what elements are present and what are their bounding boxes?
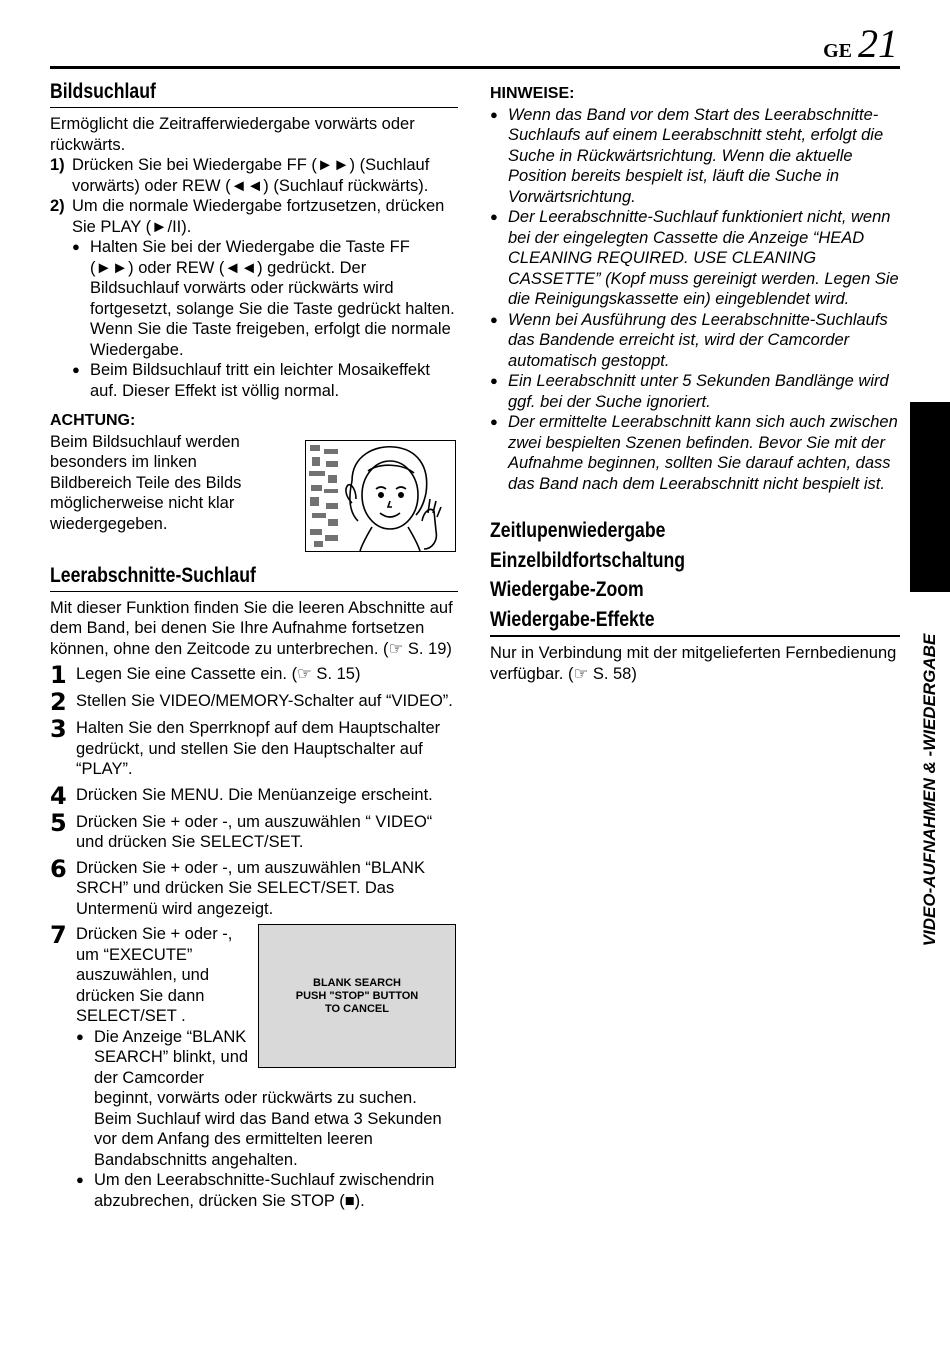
list-text: Um die normale Wiedergabe fortzusetzen, drücken Sie PLAY (►/II). <box>72 197 445 236</box>
list-number: 1) <box>50 156 65 174</box>
bullet-icon: ● <box>490 209 498 224</box>
step-number: 6 <box>50 854 67 883</box>
side-tab-label: VIDEO-AUFNAHMEN & -WIEDERGABE <box>920 633 939 947</box>
step-item <box>50 688 458 716</box>
bullet-item <box>76 1170 458 1211</box>
list-item <box>50 155 458 196</box>
step-number: 5 <box>50 808 67 837</box>
step-item <box>50 781 458 810</box>
list-text: Drücken Sie bei Wiedergabe FF (►►) (Suchlauf vorwärts) oder REW (◄◄) (Suchlauf rückwärts). <box>72 156 430 195</box>
note-text: Wenn das Band vor dem Start des Leerabschnitte-Suchlaufs auf einem Leerabschnitt steht, erfolgt die Suche in Rückwärtsrichtung. Wenn die aktuelle Position bereits bespielt ist, läuft die Suche in Vorwärtsrichtung. <box>508 105 884 206</box>
bullet-icon: ● <box>490 373 498 388</box>
step-text: Halten Sie den Sperrknopf auf dem Hauptschalter gedrückt, und stellen Sie den Hauptschalter auf “PLAY”. <box>76 719 441 778</box>
bullet-item <box>72 237 458 360</box>
bullet-item <box>72 360 458 401</box>
section-title-leerabschnitte: Leerabschnitte-Suchlauf <box>50 563 256 587</box>
bullet-icon: ● <box>72 239 80 254</box>
bullet-group <box>50 237 458 401</box>
lcd-line: BLANK SEARCH <box>313 976 401 989</box>
step-item <box>50 661 458 689</box>
multi-section-heading <box>490 516 900 634</box>
caution-block <box>50 432 458 554</box>
bullet-text: Halten Sie bei der Wiedergabe die Taste FF (►►) oder REW (◄◄) gedrückt. Der Bildsuchlauf vorwärts oder rückwärts wird fortgesetzt, solange Sie die Taste gedrückt halten. Wenn Sie die Taste freigeben, erfolgt die normale Wiedergabe. <box>90 238 455 359</box>
step-text: Drücken Sie MENU. Die Menüanzeige erscheint. <box>76 785 433 804</box>
section-rule <box>490 635 900 637</box>
section-title-bildsuchlauf: Bildsuchlauf <box>50 80 156 103</box>
note-item <box>490 412 900 494</box>
bullet-icon: ● <box>76 1172 84 1187</box>
step-text: Stellen Sie VIDEO/MEMORY-Schalter auf “VIDEO”. <box>76 692 453 710</box>
note-item <box>490 207 900 310</box>
girl-with-mosaic-illustration <box>306 441 455 551</box>
lcd-screen-display <box>258 924 456 1068</box>
note-item <box>490 310 900 372</box>
note-text: Der Leerabschnitte-Suchlauf funktioniert nicht, wenn bei der eingelegten Cassette die Anzeige “HEAD CLEANING REQUIRED. USE CLEANING CASSETTE” (Kopf muss gereinigt werden. Legen Sie die Reinigungskassette ein) eingeblendet wird. <box>508 208 899 308</box>
step-7-block <box>50 921 458 1211</box>
step-item <box>50 808 458 853</box>
page-header <box>823 21 898 66</box>
section-title-zeitlupe: Zeitlupenwiedergabe <box>490 519 666 542</box>
list-number: 2) <box>50 197 65 215</box>
mosaic-illustration <box>305 440 456 552</box>
language-code: GE <box>823 40 852 62</box>
step-item <box>50 854 458 920</box>
note-text: Ein Leerabschnitt unter 5 Sekunden Bandlänge wird ggf. bei der Suche ignoriert. <box>508 372 889 411</box>
step-text: Drücken Sie + oder -, um auszuwählen “ VIDEO“ und drücken Sie SELECT/SET. <box>76 812 433 851</box>
section-title-einzelbild: Einzelbildfortschaltung <box>490 548 686 572</box>
top-rule <box>50 66 900 69</box>
bullet-icon: ● <box>76 1028 84 1044</box>
step-number: 3 <box>50 715 67 743</box>
step-text: Drücken Sie + oder -, um auszuwählen “BLANK SRCH” und drücken Sie SELECT/SET. Das Untermenü wird angezeigt. <box>76 858 425 918</box>
caution-text: Beim Bildsuchlauf werden besonders im linken Bildbereich Teile des Bilds möglicherweise nicht klar wiedergegeben. <box>50 432 242 533</box>
note-text: Der ermittelte Leerabschnitt kann sich auch zwischen zwei bespielten Szenen befinden. Bevor Sie mit der Aufnahme beginnen, sollten Sie darauf achten, dass das Band nach dem Leerabschnitt nicht bespielt ist. <box>508 413 898 493</box>
notes-list <box>490 105 900 495</box>
bullet-icon: ● <box>490 311 498 327</box>
bullet-icon: ● <box>490 106 498 122</box>
section-title-effekte: Wiedergabe-Effekte <box>490 607 655 631</box>
step-number: 2 <box>50 688 67 716</box>
note-item <box>490 371 900 412</box>
step-text: Drücken Sie + oder -, um “EXECUTE” auszuwählen, und drücken Sie dann SELECT/SET . <box>76 925 233 1025</box>
step-number: 1 <box>50 661 67 689</box>
step-item <box>50 715 458 780</box>
bullet-text-content: Die Anzeige “BLANK SEARCH” blinkt, und der Camcorder beginnt, vorwärts oder rückwärts zu suchen. Beim Suchlauf wird das Band etwa 3 Sekunden vor dem Anfang des ermittelten leeren Bandabschnitts angehalten. <box>94 1027 442 1169</box>
lcd-line: PUSH "STOP" BUTTON <box>295 989 419 1002</box>
side-tab-marker <box>910 402 950 592</box>
left-column <box>50 78 458 1211</box>
lcd-line: TO CANCEL <box>325 1002 389 1015</box>
section-rule <box>50 591 458 592</box>
step-number: 4 <box>50 781 67 810</box>
caution-title: ACHTUNG: <box>50 412 136 429</box>
note-item <box>490 105 900 208</box>
note-text: Wenn bei Ausführung des Leerabschnitte-Suchlaufs das Bandende erreicht ist, wird der Camcorder automatisch gestoppt. <box>508 310 888 370</box>
list-item <box>50 196 458 237</box>
section-rule <box>50 107 458 108</box>
step-text: Legen Sie eine Cassette ein. (☞ S. 15) <box>76 665 361 683</box>
bullet-icon: ● <box>490 414 498 429</box>
page-number: 21 <box>858 21 898 66</box>
right-column <box>490 78 900 684</box>
bullet-text: Um den Leerabschnitte-Suchlauf zwischendrin abzubrechen, drücken Sie STOP (■). <box>94 1171 435 1210</box>
section-title-zoom: Wiedergabe-Zoom <box>490 578 644 601</box>
notes-title: HINWEISE: <box>490 85 575 102</box>
step-number: 7 <box>50 921 67 949</box>
leerabschnitte-intro: Mit dieser Funktion finden Sie die leeren Abschnitte auf dem Band, bei denen Sie Ihre Aufnahme fortsetzen können, ohne den Zeitcode zu unterbrechen. (☞ S. 19) <box>50 598 453 658</box>
bullet-icon: ● <box>72 362 80 377</box>
bildsuchlauf-intro: Ermöglicht die Zeitrafferwiedergabe vorwärts oder rückwärts. <box>50 115 415 154</box>
zeitlupen-text: Nur in Verbindung mit der mitgelieferten Fernbedienung verfügbar. (☞ S. 58) <box>490 644 897 683</box>
bullet-text: Beim Bildsuchlauf tritt ein leichter Mosaikeffekt auf. Dieser Effekt ist völlig normal. <box>90 361 430 400</box>
